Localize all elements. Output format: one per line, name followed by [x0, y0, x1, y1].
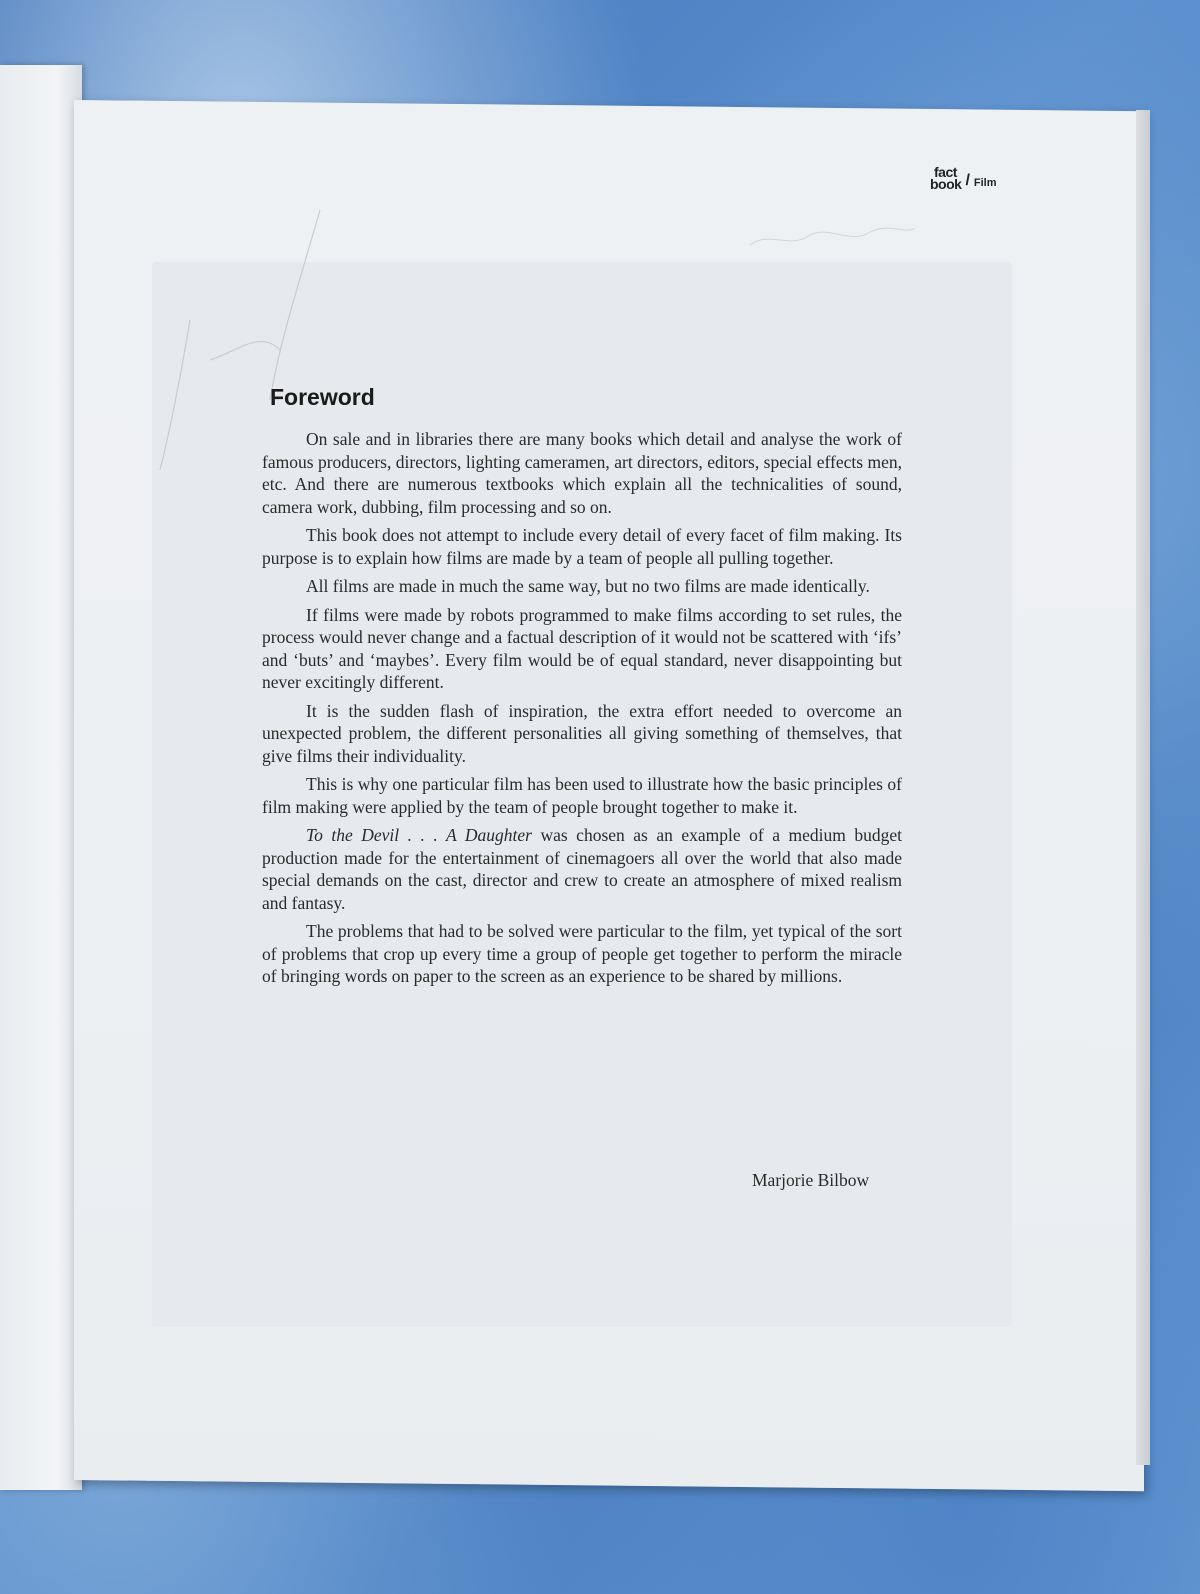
logo-slash: / [965, 172, 970, 189]
paragraph: On sale and in libraries there are many books which detail and analyse the work of famous producers, directors, lighting cameramen, art directors, editors, special effects men, etc. And there are numerous textbooks which explain all the technicalities of sound, camera work, dubbing, film processing and so on. [262, 429, 902, 517]
foreword-body [262, 428, 902, 994]
film-title: To the Devil . . . A Daughter [306, 825, 532, 845]
left-page [0, 65, 82, 1490]
section-label: Film [973, 177, 997, 189]
page-title: Foreword [270, 384, 375, 410]
paragraph: All films are made in much the same way, but no two films are made identically. [306, 576, 870, 596]
paragraph: To the Devil . . . A Daughter was chosen as an example of a medium budget production made for the entertainment of cinemagoers all over the world that also made special demands on the cast, director and crew to create an atmosphere of mixed realism and fantasy. [262, 825, 902, 913]
paragraph: It is the sudden flash of inspiration, the extra effort needed to overcome an unexpected problem, the different personalities all giving something of themselves, that give films their individuality. [262, 700, 902, 766]
paragraph: This book does not attempt to include every detail of every facet of film making. Its purpose is to explain how films are made by a team of people all pulling together. [262, 525, 902, 568]
paragraph: This is why one particular film has been used to illustrate how the basic principles of film making were applied by the team of people brought together to make it. [262, 774, 902, 817]
paragraph: The problems that had to be solved were particular to the film, yet typical of the sort of problems that crop up every time a group of people get together to perform the miracle of bringing words on paper to the screen as an experience to be shared by millions. [262, 921, 902, 986]
page-edge [1136, 110, 1150, 1465]
publisher-logo [930, 166, 997, 190]
factbook-logo-mark: fact book [930, 164, 962, 192]
paragraph: If films were made by robots programmed to make films according to set rules, the process would never change and a factual description of it would not be scattered with ‘ifs’ and ‘buts’ and ‘maybes’. Every film would be of equal standard, never disappointing but never excitingly different. [262, 604, 902, 692]
author-signature: Marjorie Bilbow [752, 1170, 870, 1190]
